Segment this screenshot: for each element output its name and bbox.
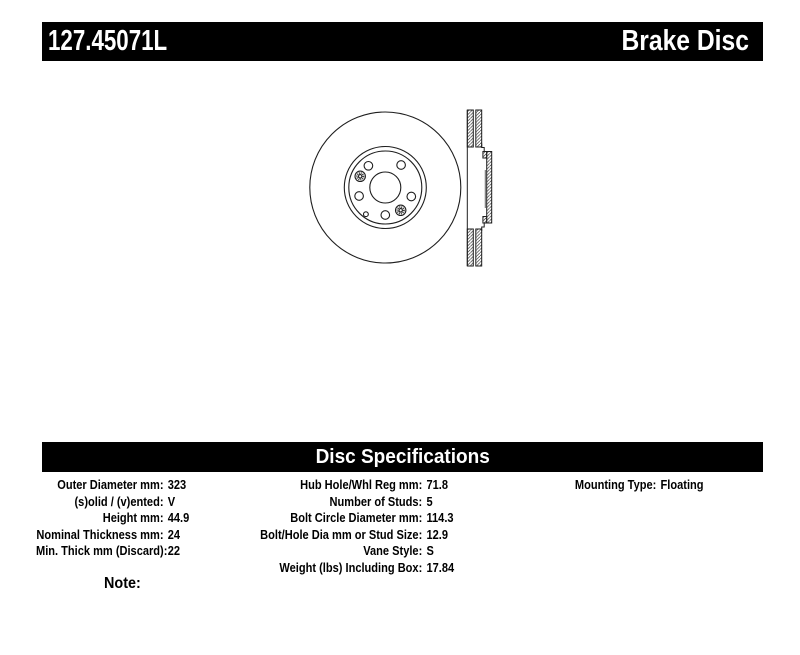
spec-value: 5: [426, 493, 433, 509]
stud-hole: [364, 162, 373, 171]
spec-row: [36, 494, 189, 511]
spec-value: Floating: [660, 477, 704, 492]
set-screw-hole: [355, 171, 365, 181]
part-number: 127.45071L: [48, 25, 168, 57]
spec-value: 71.8: [426, 477, 449, 492]
spec-value: V: [167, 493, 176, 509]
spec-value: 17.84: [426, 559, 455, 575]
stud-hole: [355, 192, 364, 201]
spec-value: 323: [167, 477, 187, 492]
spec-label: Weight (lbs) Including Box:: [279, 559, 423, 575]
spec-label: Mounting Type:: [574, 477, 657, 492]
spec-value: 12.9: [426, 526, 449, 542]
friction-plate: [476, 110, 482, 147]
spec-row: [248, 543, 454, 560]
spec-row: [248, 477, 454, 494]
spec-value: 22: [167, 543, 181, 558]
spec-row: [248, 527, 454, 544]
spec-row: [36, 477, 189, 494]
balance-hole: [364, 212, 369, 217]
spec-row: [556, 477, 704, 494]
hat-flange: [483, 152, 487, 159]
spec-label: Height mm:: [102, 510, 164, 525]
spec-value: 24: [167, 526, 181, 542]
friction-plate: [476, 229, 482, 266]
spec-row: [248, 510, 454, 527]
stud-hole: [407, 192, 416, 201]
spec-label: Min. Thick mm (Discard):: [36, 543, 168, 558]
spec-row: [36, 543, 189, 560]
set-screw-hole: [396, 205, 406, 215]
spec-row: [248, 494, 454, 511]
brake-disc-cross-section: [467, 110, 491, 266]
spec-label: Nominal Thickness mm:: [36, 526, 164, 542]
section-title: Disc Specifications: [315, 445, 490, 468]
spec-label: (s)olid / (v)ented:: [74, 493, 164, 509]
spec-label: Hub Hole/Whl Reg mm:: [300, 477, 423, 492]
spec-value: S: [426, 543, 434, 558]
hat-flange: [483, 217, 487, 224]
stud-hole: [397, 161, 406, 170]
spec-value: 44.9: [167, 510, 190, 525]
friction-plate: [467, 229, 473, 266]
spec-label: Number of Studs:: [329, 493, 423, 509]
spec-row: [36, 510, 189, 527]
disc-outer-edge: [310, 112, 461, 263]
spec-label: Outer Diameter mm:: [57, 477, 164, 492]
spec-row: [36, 527, 189, 544]
disc-specifications-bar: [42, 442, 763, 472]
hat-face: [487, 152, 492, 224]
header-bar: [42, 22, 763, 61]
brake-disc-technical-drawing: [288, 85, 508, 285]
spec-label: Bolt/Hole Dia mm or Stud Size:: [260, 526, 423, 542]
friction-plate: [467, 110, 473, 147]
brake-disc-front-view: [310, 112, 461, 263]
spec-column-middle: [248, 477, 454, 576]
spec-label: Bolt Circle Diameter mm:: [290, 510, 423, 525]
spec-label: Vane Style:: [363, 543, 423, 558]
spec-value: 114.3: [426, 510, 454, 525]
stud-hole: [381, 211, 390, 220]
spec-column-right: [556, 477, 704, 494]
hat-step: [482, 144, 487, 152]
center-hub-hole: [370, 172, 401, 203]
hub-face-edge: [349, 151, 422, 224]
hat-step: [482, 223, 487, 231]
spec-column-left: [36, 477, 189, 560]
note-label: Note:: [104, 575, 141, 592]
spec-row: [248, 560, 454, 577]
product-type-title: Brake Disc: [621, 25, 749, 57]
hat-outer-edge: [344, 147, 426, 229]
